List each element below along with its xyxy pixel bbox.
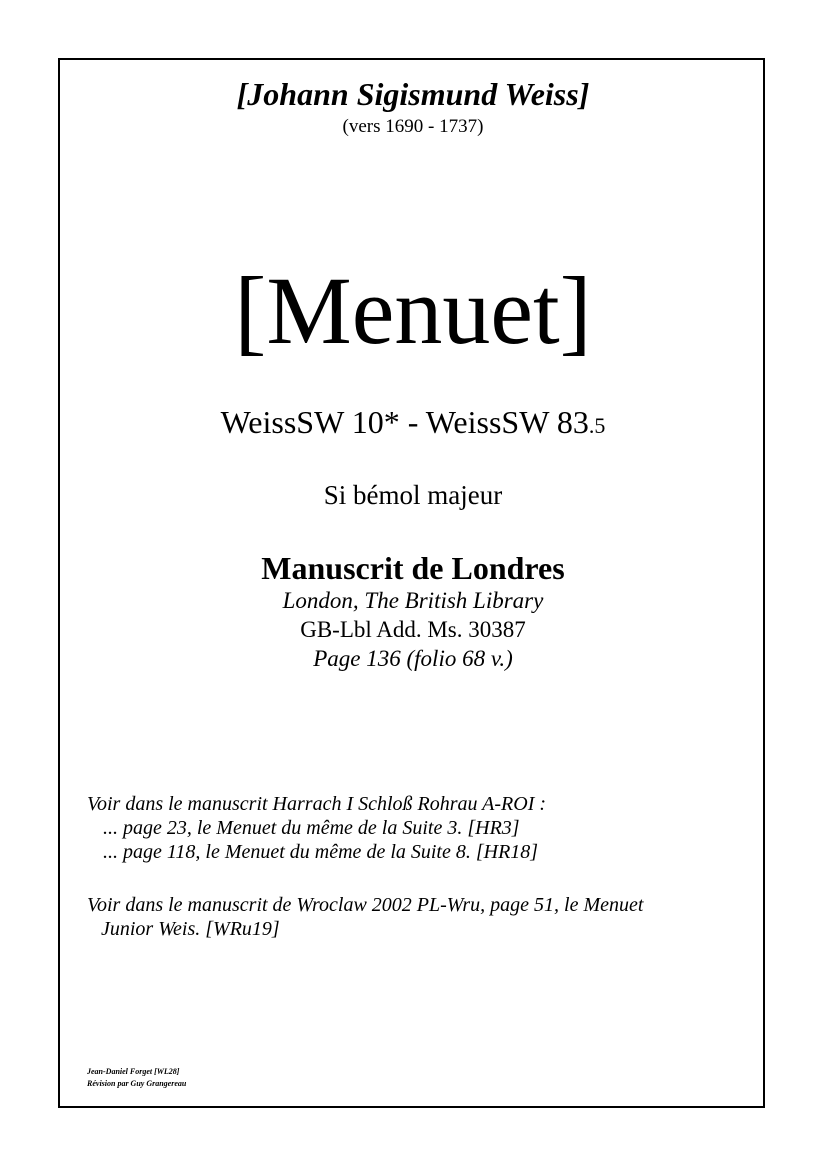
credits-author: Jean-Daniel Forget [WL28] bbox=[87, 1067, 180, 1076]
harrach-item: ... page 118, le Menuet du même de la Suite 8. [HR18] bbox=[103, 841, 539, 863]
catalog-numbers bbox=[0, 402, 826, 446]
manuscript-page: Page 136 (folio 68 v.) bbox=[313, 646, 513, 671]
key-signature: Si bémol majeur bbox=[323, 480, 503, 510]
piece-title: [Menuet] bbox=[234, 257, 592, 364]
harrach-note bbox=[87, 792, 757, 864]
manuscript-name: Manuscrit de Londres bbox=[261, 550, 565, 586]
manuscript-shelfmark: GB-Lbl Add. Ms. 30387 bbox=[300, 617, 526, 642]
harrach-item: ... page 23, le Menuet du même de la Suite 3. [HR3] bbox=[103, 817, 520, 839]
wroclaw-line-2: Junior Weis. [WRu19] bbox=[101, 918, 280, 940]
manuscript-library: London, The British Library bbox=[282, 588, 544, 613]
catalog-main: WeissSW 10* - WeissSW 83 bbox=[220, 404, 589, 440]
composer-name: [Johann Sigismund Weiss] bbox=[236, 76, 590, 112]
wroclaw-note bbox=[87, 893, 757, 941]
credits bbox=[87, 1066, 186, 1090]
composer-dates: (vers 1690 - 1737) bbox=[342, 116, 484, 137]
harrach-intro: Voir dans le manuscrit Harrach I Schloß Rohrau A-ROI : bbox=[87, 793, 547, 815]
credits-revision: Révision par Guy Grangereau bbox=[87, 1079, 187, 1088]
catalog-suffix: .5 bbox=[588, 413, 606, 438]
wroclaw-line-1: Voir dans le manuscrit de Wroclaw 2002 PL-Wru, page 51, le Menuet bbox=[87, 894, 644, 916]
